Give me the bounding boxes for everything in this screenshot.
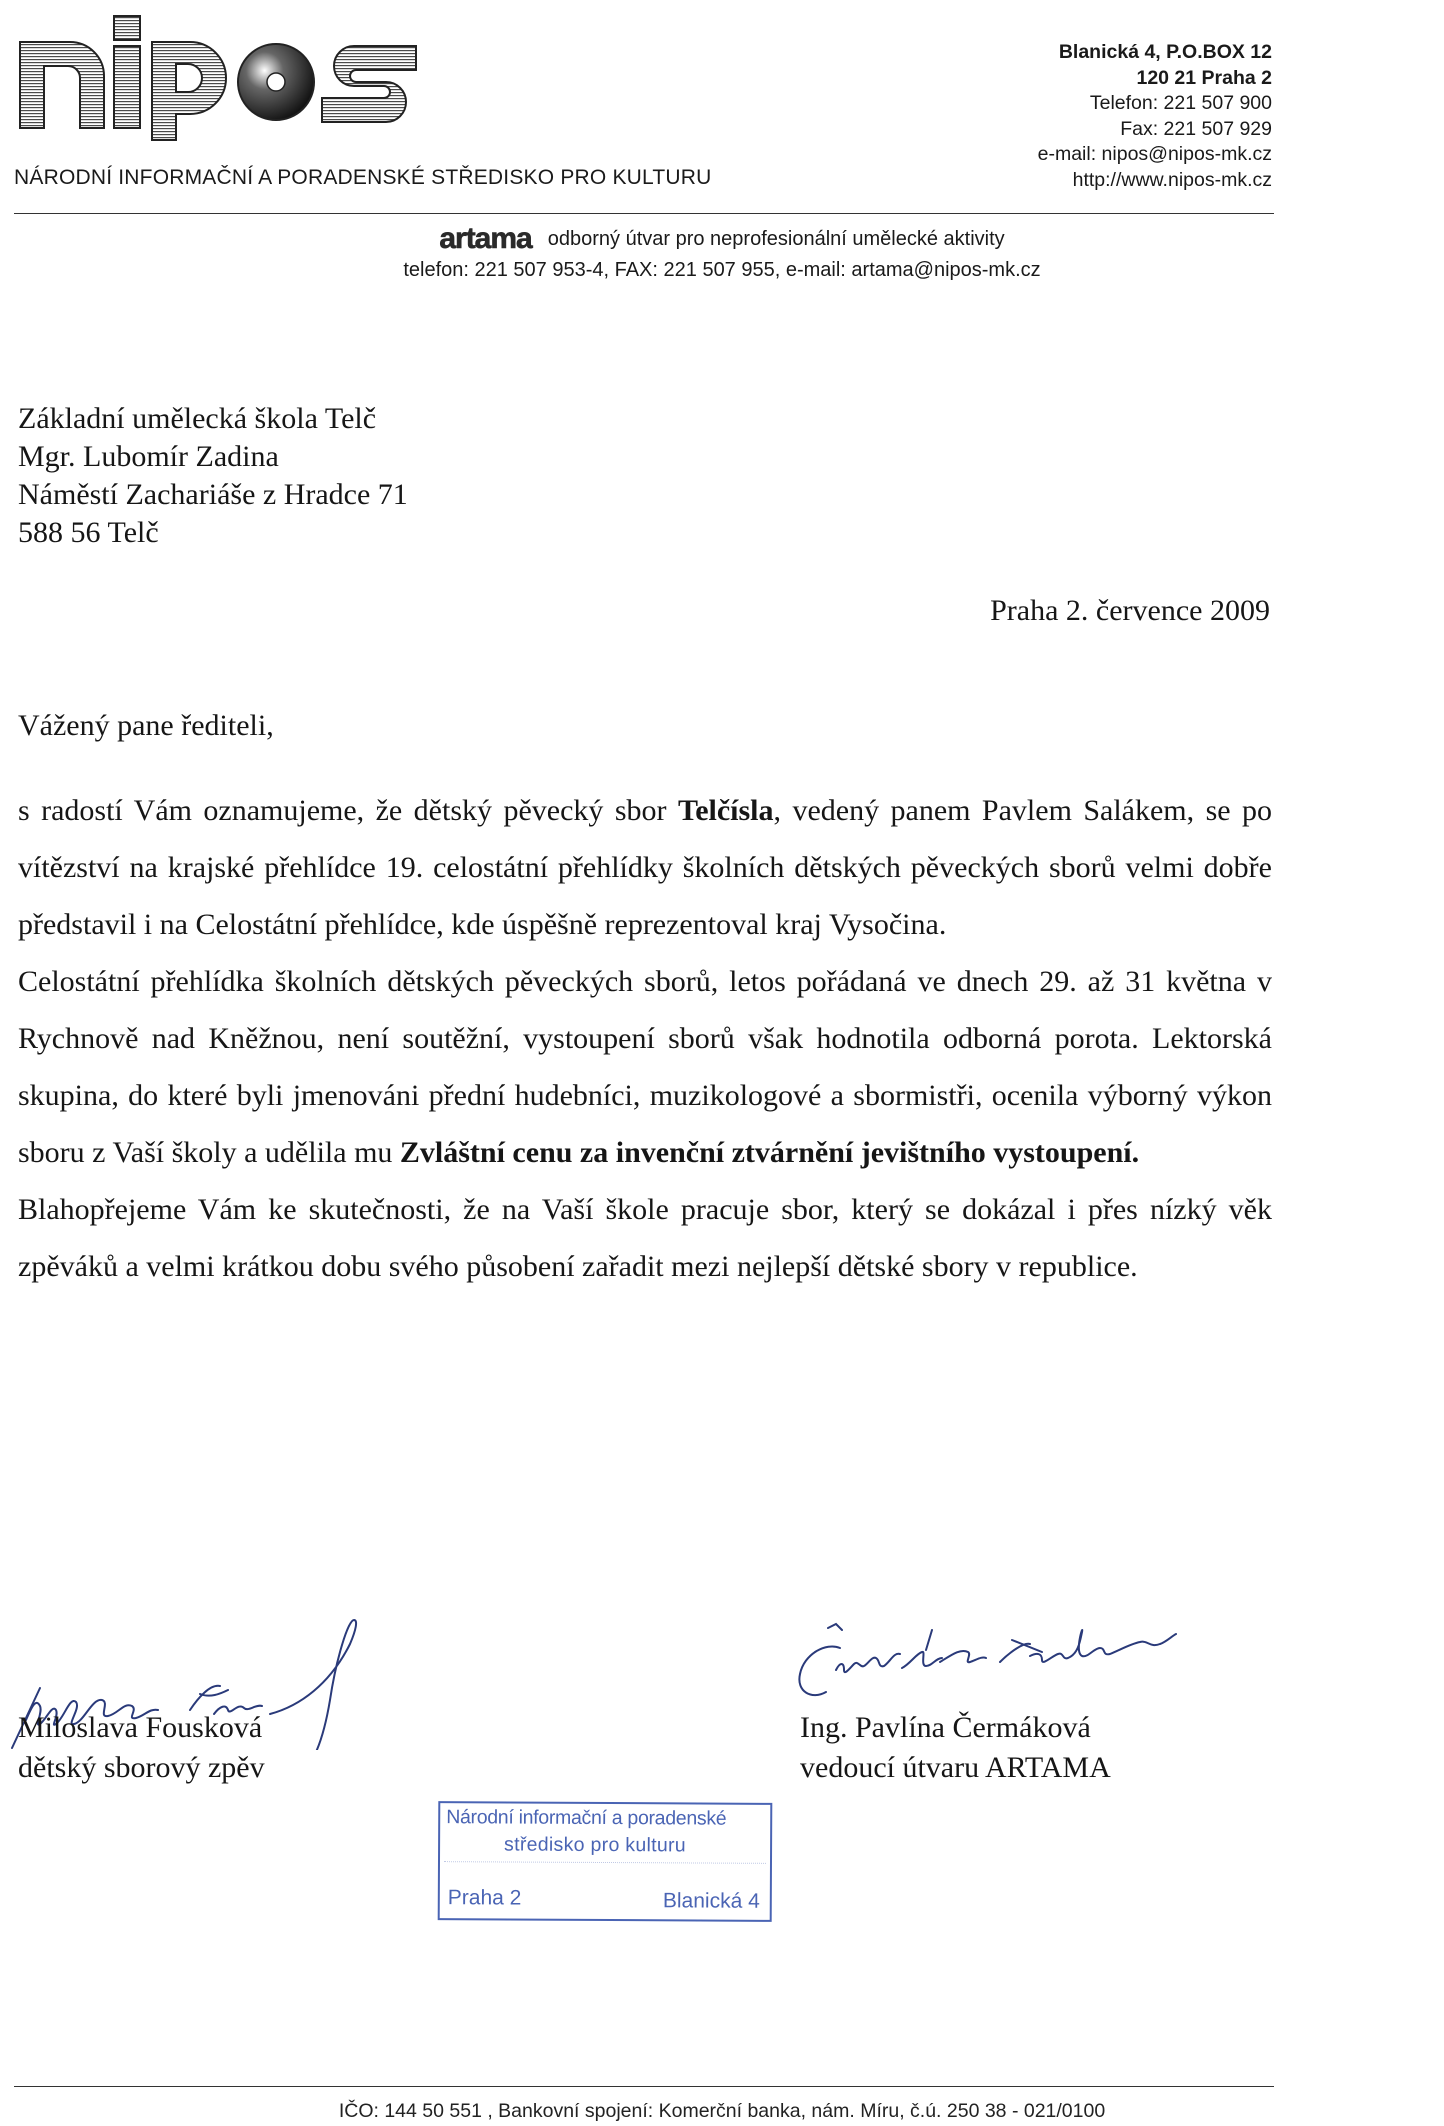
- salutation: Vážený pane řediteli,: [18, 709, 274, 742]
- contact-postal-city: 120 21 Praha 2: [1136, 66, 1272, 89]
- signer-right: [800, 1708, 1111, 1788]
- footer-bank-info: IČO: 144 50 551 , Bankovní spojení: Komerční banka, nám. Míru, č.ú. 250 38 - 021/0100: [338, 2100, 1106, 2122]
- nipos-logo: [14, 2, 424, 142]
- artama-logo: artama: [439, 222, 532, 255]
- body-paragraph: [18, 782, 1272, 953]
- artama-contact: telefon: 221 507 953-4, FAX: 221 507 955, e-mail: artama@nipos-mk.cz: [403, 259, 1041, 281]
- body-text-segment: Celostátní přehlídka školních dětských pěveckých sborů, letos pořádaná ve dnech 29. až 31 května v Rychnově nad Kněžnou, není soutěžní, vystoupení sborů však hodnotila odborná porota. Lektorská skupina, do které byli jmenováni přední hudebníci, muzikologové a sbormistři, ocenila výborný výkon sboru z Vaší školy a udělila mu: [18, 965, 1272, 1169]
- recipient-line: Mgr. Lubomír Zadina: [18, 440, 279, 473]
- contact-fax: Fax: 221 507 929: [1120, 117, 1272, 140]
- award-name: Zvláštní cenu za invenční ztvárnění jevištního vystoupení.: [399, 1136, 1140, 1169]
- signer-role: vedoucí útvaru ARTAMA: [800, 1751, 1111, 1784]
- official-stamp: [438, 1801, 773, 1922]
- nipos-logo-graphic: [14, 2, 424, 142]
- artama-description: odborný útvar pro neprofesionální umělecké aktivity: [547, 228, 1005, 250]
- footer-divider: [14, 2086, 1274, 2087]
- body-text-segment: , vedený panem Pavlem Salákem, se po vítězství na krajské přehlídce 19. celostátní přehlídky školních dětských pěveckých sborů velmi dobře představil i na Celostátní přehlídce, kde úspěšně reprezentoval kraj Vysočina.: [18, 794, 1273, 941]
- contact-block: [1038, 40, 1272, 193]
- signer-name: Miloslava Fousková: [18, 1711, 263, 1744]
- contact-phone: Telefon: 221 507 900: [1089, 92, 1272, 114]
- choir-name: Telčísla: [677, 794, 774, 827]
- stamp-city: Praha 2: [447, 1886, 522, 1910]
- body-text-segment: s radostí Vám oznamujeme, že dětský pěvecký sbor: [18, 794, 678, 827]
- artama-line: [0, 222, 1444, 255]
- contact-email: e-mail: nipos@nipos-mk.cz: [1037, 143, 1272, 165]
- recipient-address: [18, 400, 408, 552]
- header-divider: [14, 213, 1274, 214]
- recipient-line: 588 56 Telč: [18, 516, 159, 549]
- letter-body: [18, 782, 1272, 1295]
- signer-name: Ing. Pavlína Čermáková: [800, 1711, 1091, 1744]
- recipient-line: Základní umělecká škola Telč: [18, 402, 377, 435]
- body-paragraph: Blahopřejeme Vám ke skutečnosti, že na Vaší škole pracuje sbor, který se dokázal i přes nízký věk zpěváků a velmi krátkou dobu svého působení zařadit mezi nejlepší dětské sbory v republice.: [18, 1193, 1272, 1283]
- stamp-street: Blanická 4: [662, 1889, 760, 1913]
- contact-street: Blanická 4, P.O.BOX 12: [1058, 41, 1272, 63]
- stamp-line: středisko pro kulturu: [504, 1833, 687, 1857]
- body-paragraph: [18, 953, 1272, 1181]
- handwritten-signature-right: [790, 1620, 1210, 1710]
- signature-right: [790, 1620, 1210, 1710]
- stamp-line: Národní informační a poradenské: [446, 1806, 727, 1830]
- institute-name: NÁRODNÍ INFORMAČNÍ A PORADENSKÉ STŘEDISKO PRO KULTURU: [14, 166, 712, 189]
- signer-role: dětský sborový zpěv: [18, 1751, 265, 1784]
- signer-left: [18, 1708, 265, 1788]
- recipient-line: Náměstí Zachariáše z Hradce 71: [18, 478, 408, 511]
- letter-date: Praha 2. července 2009: [990, 594, 1270, 627]
- stamp-divider: [444, 1861, 766, 1864]
- contact-web: http://www.nipos-mk.cz: [1072, 168, 1272, 191]
